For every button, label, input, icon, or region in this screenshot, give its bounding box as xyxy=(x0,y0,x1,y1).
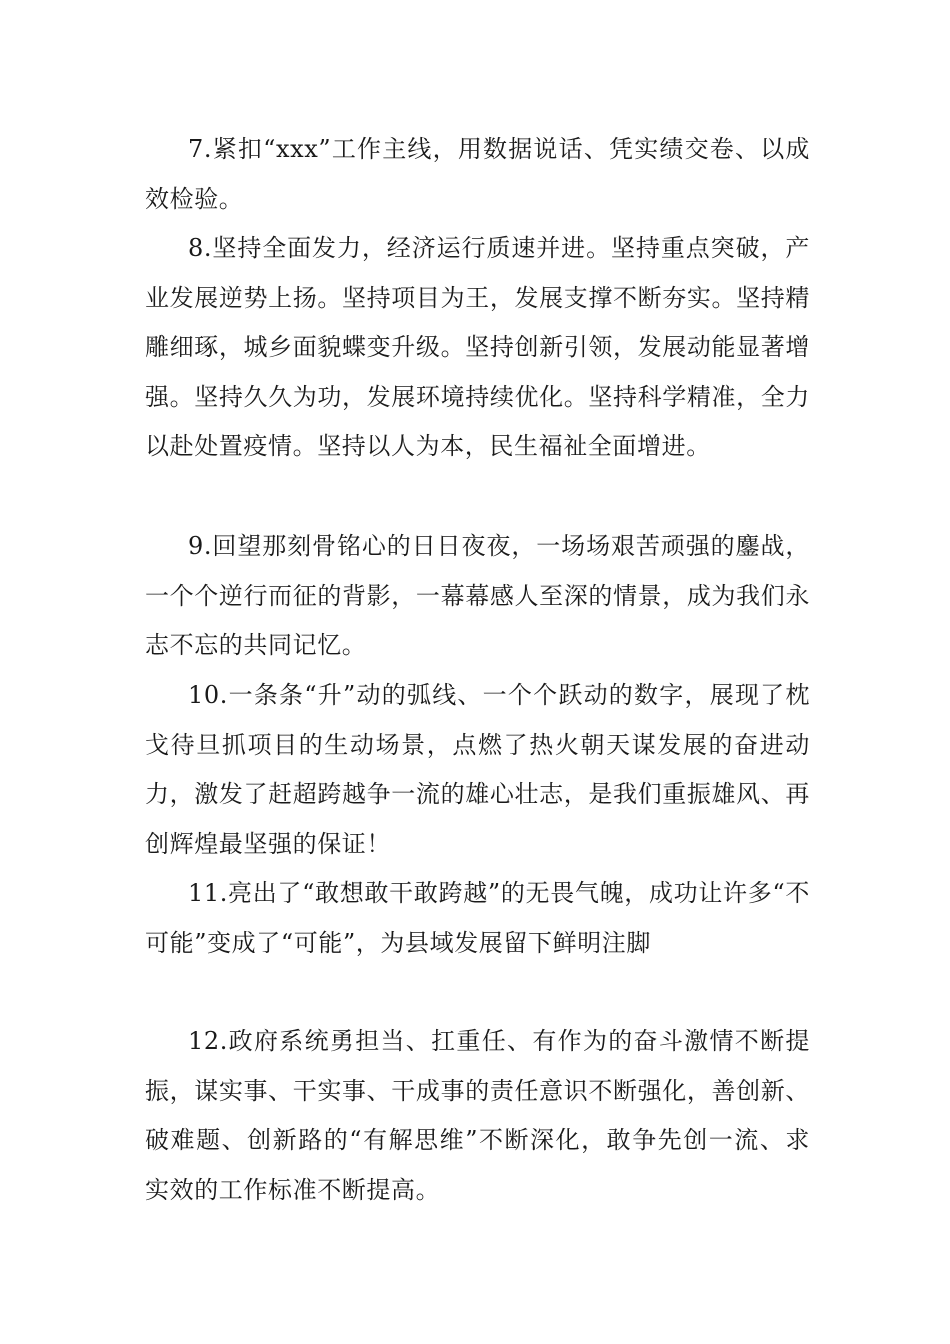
paragraph-8: 8.坚持全面发力，经济运行质速并进。坚持重点突破，产业发展逆势上扬。坚持项目为王，发展支撑不断夯实。坚持精雕细琢，城乡面貌蝶变升级。坚持创新引领，发展动能显著增强。坚持久久为功，发展环境持续优化。坚持科学精准，全力以赴处置疫情。坚持以人为本，民生福祉全面增进。 xyxy=(145,234,810,461)
paragraph-11: 11.亮出了“敢想敢干敢跨越”的无畏气魄，成功让许多“不可能”变成了“可能”，为县域发展留下鲜明注脚 xyxy=(145,879,810,957)
paragraph-10: 10.一条条“升”动的弧线、一个个跃动的数字，展现了枕戈待旦抓项目的生动场景，点燃了热火朝天谋发展的奋进动力，激发了赶超跨越争一流的雄心壮志，是我们重振雄风、再创辉煌最坚强的保证！ xyxy=(145,681,810,858)
paragraph-7: 7.紧扣“xxx”工作主线，用数据说话、凭实绩交卷、以成效检验。 xyxy=(145,135,810,213)
paragraph-9: 9.回望那刻骨铭心的日日夜夜，一场场艰苦顽强的鏖战，一个个逆行而征的背影，一幕幕感人至深的情景，成为我们永志不忘的共同记忆。 xyxy=(145,532,810,660)
paragraph-12: 12.政府系统勇担当、扛重任、有作为的奋斗激情不断提振，谋实事、干实事、干成事的责任意识不断强化，善创新、破难题、创新路的“有解思维”不断深化，敢争先创一流、求实效的工作标准不断提高。 xyxy=(145,1027,810,1204)
